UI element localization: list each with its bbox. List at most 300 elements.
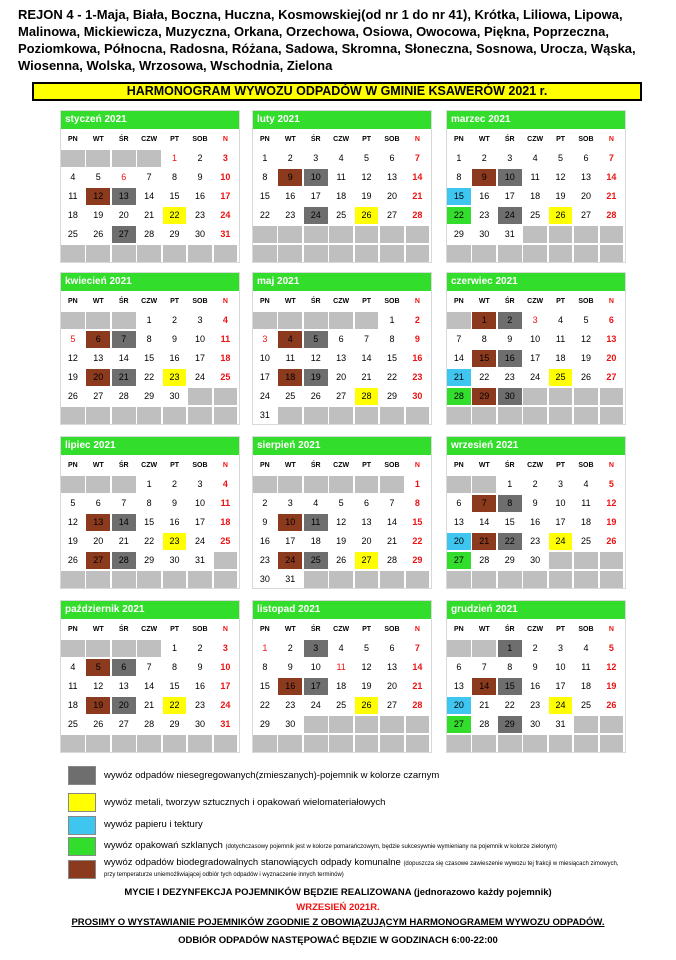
day-cell: 19 [304,369,328,386]
day-cell: 28 [380,552,404,569]
empty-cell [355,716,379,733]
day-cell: 1 [406,476,430,493]
day-cell: 7 [112,331,136,348]
week-row [447,407,625,424]
month-calendar [252,600,432,753]
day-cell: 19 [355,678,379,695]
day-cell: 9 [278,169,302,186]
week-row [253,697,431,714]
day-cell: 22 [498,697,522,714]
day-cell: 23 [498,369,522,386]
day-cell: 1 [163,640,187,657]
empty-cell [447,407,471,424]
day-cell: 2 [523,640,547,657]
weekday-label: WT [472,457,496,474]
empty-cell [600,735,624,752]
day-cell: 19 [86,207,110,224]
week-row [253,476,431,493]
week-row [253,533,431,550]
empty-cell [380,571,404,588]
weekday-label: N [600,293,624,310]
weekday-label: ŚR [304,457,328,474]
empty-cell [329,476,353,493]
day-cell: 24 [278,552,302,569]
day-cell: 17 [523,350,547,367]
day-cell: 5 [61,331,85,348]
day-cell: 13 [447,678,471,695]
day-cell: 13 [86,350,110,367]
day-cell: 6 [447,659,471,676]
empty-cell [304,312,328,329]
legend-item-bio [68,858,628,880]
day-cell: 6 [355,495,379,512]
legend-item-plastic [68,789,628,816]
day-cell: 5 [86,659,110,676]
day-cell: 21 [112,369,136,386]
day-cell: 31 [253,407,277,424]
weekday-row [253,457,431,474]
weekday-label: WT [278,293,302,310]
day-cell: 6 [329,331,353,348]
day-cell: 28 [472,716,496,733]
day-cell: 29 [253,716,277,733]
empty-cell [355,571,379,588]
week-row [61,735,239,752]
day-cell: 21 [112,533,136,550]
day-cell: 3 [498,150,522,167]
day-cell: 18 [278,369,302,386]
weekday-label: N [406,457,430,474]
day-cell: 23 [406,369,430,386]
day-cell: 12 [549,169,573,186]
empty-cell [86,150,110,167]
empty-cell [600,407,624,424]
day-cell: 28 [112,388,136,405]
week-row [447,188,625,205]
empty-cell [600,552,624,569]
empty-cell [574,388,598,405]
weekday-label: PN [61,293,85,310]
footer-line-date: WRZESIEŃ 2021R. [296,902,380,913]
empty-cell [253,735,277,752]
day-cell: 26 [355,697,379,714]
day-cell: 21 [447,369,471,386]
day-cell: 12 [355,659,379,676]
empty-cell [188,407,212,424]
day-cell: 18 [61,207,85,224]
day-cell: 3 [523,312,547,329]
week-row [61,640,239,657]
weekday-label: PN [61,131,85,148]
empty-cell [549,571,573,588]
day-cell: 13 [574,169,598,186]
legend-label-main: wywóz opakowań szklanych [104,839,223,851]
day-cell: 28 [137,716,161,733]
empty-cell [163,407,187,424]
day-cell: 31 [498,226,522,243]
day-cell: 20 [355,533,379,550]
day-cell: 5 [61,495,85,512]
week-row [61,245,239,262]
legend-label [104,858,628,880]
weekday-row [253,293,431,310]
day-cell: 29 [137,552,161,569]
empty-cell [188,388,212,405]
day-cell: 2 [163,476,187,493]
week-row [447,533,625,550]
week-row [61,188,239,205]
day-cell: 14 [472,514,496,531]
day-cell: 12 [600,659,624,676]
day-cell: 13 [86,514,110,531]
empty-cell [61,312,85,329]
weekday-label: CZW [329,457,353,474]
empty-cell [406,716,430,733]
day-cell: 31 [214,716,238,733]
empty-cell [355,312,379,329]
empty-cell [253,226,277,243]
day-cell: 18 [523,188,547,205]
day-cell: 5 [86,169,110,186]
day-cell: 29 [498,552,522,569]
day-cell: 28 [600,207,624,224]
day-cell: 24 [188,533,212,550]
empty-cell [523,407,547,424]
day-cell: 1 [472,312,496,329]
day-cell: 27 [86,388,110,405]
swatch-yellow [68,793,96,812]
empty-cell [380,735,404,752]
weekday-label: ŚR [498,621,522,638]
week-row [447,514,625,531]
month-title: styczeń 2021 [61,111,239,129]
day-cell: 11 [61,678,85,695]
weekday-label: CZW [137,293,161,310]
day-cell: 8 [163,169,187,186]
day-cell: 7 [112,495,136,512]
empty-cell [304,476,328,493]
legend-label: wywóz odpadów niesegregowanych(zmieszanych)-pojemnik w kolorze czarnym [104,769,440,781]
day-cell: 23 [278,207,302,224]
day-cell: 6 [447,495,471,512]
weekday-label: ŚR [498,131,522,148]
day-cell: 2 [253,495,277,512]
day-cell: 27 [329,388,353,405]
day-cell: 21 [137,207,161,224]
empty-cell [188,245,212,262]
day-cell: 27 [447,552,471,569]
day-cell: 10 [304,169,328,186]
weekday-label: PN [447,293,471,310]
weekday-label: PN [253,621,277,638]
day-cell: 25 [214,533,238,550]
day-cell: 17 [253,369,277,386]
weekday-row [253,131,431,148]
day-cell: 3 [214,150,238,167]
empty-cell [380,245,404,262]
weekday-label: SOB [574,131,598,148]
empty-cell [406,571,430,588]
day-cell: 25 [304,552,328,569]
week-row [61,697,239,714]
empty-cell [304,735,328,752]
day-cell: 27 [112,226,136,243]
empty-cell [329,571,353,588]
legend-label: wywóz metali, tworzyw sztucznych i opakowań wielomateriałowych [104,796,386,808]
empty-cell [86,571,110,588]
month-calendar [446,600,626,753]
day-cell: 20 [447,697,471,714]
day-cell: 29 [163,226,187,243]
empty-cell [574,226,598,243]
empty-cell [355,226,379,243]
month-calendar [446,436,626,589]
day-cell: 28 [447,388,471,405]
empty-cell [600,226,624,243]
day-cell: 22 [163,697,187,714]
day-cell: 16 [278,678,302,695]
day-cell: 11 [574,659,598,676]
day-cell: 27 [600,369,624,386]
month-title: maj 2021 [253,273,431,291]
empty-cell [304,245,328,262]
week-row [447,659,625,676]
empty-cell [278,226,302,243]
weekday-label: ŚR [112,457,136,474]
weekday-label: PT [355,293,379,310]
day-cell: 19 [86,697,110,714]
empty-cell [112,735,136,752]
day-cell: 16 [163,514,187,531]
day-cell: 2 [278,150,302,167]
empty-cell [61,640,85,657]
empty-cell [214,407,238,424]
empty-cell [574,716,598,733]
weekday-label: SOB [380,457,404,474]
day-cell: 20 [112,697,136,714]
empty-cell [523,245,547,262]
day-cell: 23 [163,533,187,550]
day-cell: 14 [380,514,404,531]
weekday-label: PT [163,457,187,474]
empty-cell [574,735,598,752]
month-title: wrzesień 2021 [447,437,625,455]
day-cell: 26 [600,533,624,550]
week-row [447,312,625,329]
day-cell: 5 [600,476,624,493]
week-row [447,716,625,733]
day-cell: 21 [406,188,430,205]
day-cell: 22 [447,207,471,224]
day-cell: 7 [406,640,430,657]
empty-cell [329,716,353,733]
day-cell: 26 [574,369,598,386]
day-cell: 10 [188,331,212,348]
month-title: lipiec 2021 [61,437,239,455]
empty-cell [112,407,136,424]
day-cell: 10 [214,169,238,186]
month-calendar [60,436,240,589]
day-cell: 7 [600,150,624,167]
weekday-label: PT [549,457,573,474]
week-row [61,678,239,695]
day-cell: 21 [355,369,379,386]
day-cell: 12 [355,169,379,186]
day-cell: 2 [278,640,302,657]
day-cell: 15 [163,678,187,695]
empty-cell [472,476,496,493]
empty-cell [86,476,110,493]
week-row [61,495,239,512]
weekday-row [447,621,625,638]
day-cell: 8 [498,495,522,512]
day-cell: 5 [355,150,379,167]
day-cell: 27 [355,552,379,569]
day-cell: 22 [163,207,187,224]
day-cell: 14 [600,169,624,186]
day-cell: 10 [214,659,238,676]
day-cell: 1 [498,476,522,493]
legend-item-glass [68,834,628,858]
weekday-label: PN [447,131,471,148]
day-cell: 17 [188,350,212,367]
weekday-label: N [406,293,430,310]
day-cell: 6 [574,150,598,167]
day-cell: 15 [253,188,277,205]
day-cell: 27 [86,552,110,569]
day-cell: 14 [112,514,136,531]
day-cell: 29 [163,716,187,733]
day-cell: 1 [380,312,404,329]
weekday-row [61,457,239,474]
legend-item-paper [68,816,628,834]
weekday-label: SOB [574,293,598,310]
day-cell: 14 [472,678,496,695]
day-cell: 20 [600,350,624,367]
day-cell: 30 [163,388,187,405]
month-title: kwiecień 2021 [61,273,239,291]
day-cell: 7 [380,495,404,512]
empty-cell [355,245,379,262]
day-cell: 8 [253,169,277,186]
week-row [253,388,431,405]
weekday-row [61,293,239,310]
day-cell: 18 [329,188,353,205]
empty-cell [188,735,212,752]
week-row [447,735,625,752]
day-cell: 12 [86,188,110,205]
day-cell: 19 [600,514,624,531]
day-cell: 1 [498,640,522,657]
day-cell: 3 [549,640,573,657]
day-cell: 8 [472,331,496,348]
weekday-label: N [214,457,238,474]
empty-cell [214,571,238,588]
weekday-label: PT [549,131,573,148]
day-cell: 19 [574,350,598,367]
day-cell: 28 [137,226,161,243]
day-cell: 11 [329,169,353,186]
empty-cell [163,571,187,588]
day-cell: 17 [188,514,212,531]
weekday-label: PT [355,621,379,638]
day-cell: 21 [137,697,161,714]
day-cell: 23 [188,697,212,714]
empty-cell [380,407,404,424]
weekday-label: CZW [137,621,161,638]
weekday-label: PT [163,621,187,638]
week-row [253,350,431,367]
weekday-label: CZW [329,131,353,148]
empty-cell [188,571,212,588]
weekday-label: ŚR [112,293,136,310]
legend-item-mixed [68,762,628,789]
empty-cell [61,150,85,167]
day-cell: 25 [278,388,302,405]
week-row [253,735,431,752]
day-cell: 31 [549,716,573,733]
empty-cell [61,571,85,588]
legend-label [104,841,557,852]
day-cell: 9 [406,331,430,348]
day-cell: 15 [447,188,471,205]
day-cell: 16 [523,678,547,695]
day-cell: 25 [329,207,353,224]
day-cell: 22 [472,369,496,386]
day-cell: 14 [406,659,430,676]
day-cell: 1 [253,640,277,657]
empty-cell [523,735,547,752]
empty-cell [355,735,379,752]
day-cell: 22 [498,533,522,550]
day-cell: 11 [61,188,85,205]
day-cell: 27 [112,716,136,733]
day-cell: 24 [549,697,573,714]
day-cell: 30 [278,716,302,733]
swatch-green [68,837,96,856]
day-cell: 6 [380,640,404,657]
day-cell: 17 [214,678,238,695]
week-row [253,331,431,348]
empty-cell [523,226,547,243]
empty-cell [112,150,136,167]
day-cell: 20 [380,678,404,695]
day-cell: 9 [163,495,187,512]
day-cell: 16 [188,188,212,205]
week-row [61,331,239,348]
empty-cell [137,640,161,657]
empty-cell [86,407,110,424]
empty-cell [278,476,302,493]
day-cell: 23 [188,207,212,224]
day-cell: 17 [278,533,302,550]
empty-cell [304,571,328,588]
day-cell: 24 [214,697,238,714]
week-row [253,552,431,569]
day-cell: 9 [278,659,302,676]
empty-cell [304,226,328,243]
day-cell: 17 [498,188,522,205]
empty-cell [112,640,136,657]
day-cell: 15 [472,350,496,367]
day-cell: 2 [188,640,212,657]
footer-line-hours: ODBIÓR ODPADÓW NASTĘPOWAĆ BĘDZIE W GODZINACH 6:00-22:00 [178,935,498,946]
day-cell: 29 [380,388,404,405]
week-row [447,495,625,512]
weekday-label: WT [86,131,110,148]
week-row [447,369,625,386]
empty-cell [549,245,573,262]
